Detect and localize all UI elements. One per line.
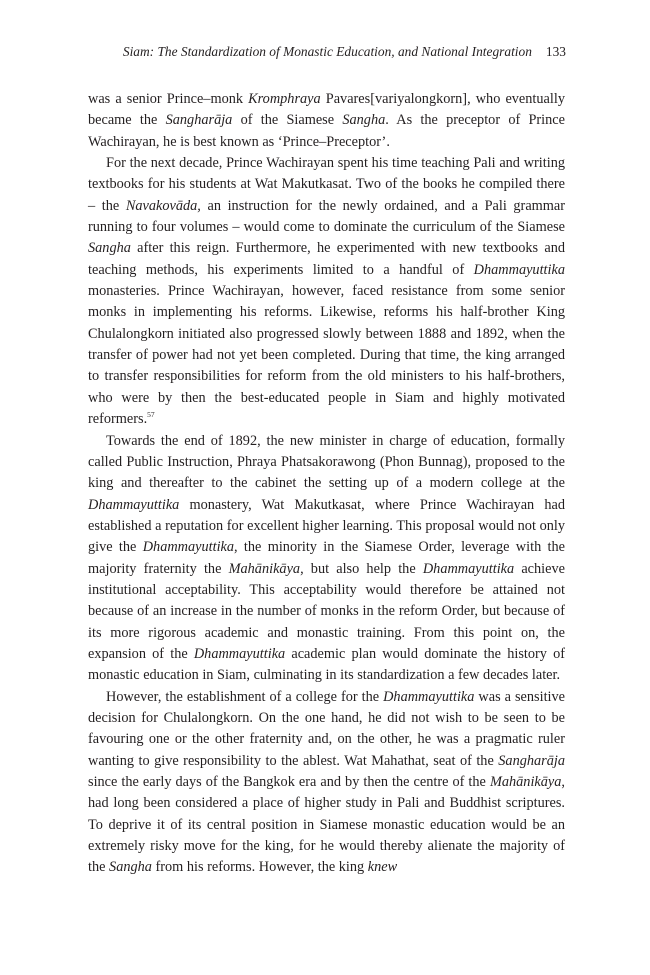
text-run: Pavares[variyalongkorn], who eventually became the xyxy=(88,91,565,129)
text-run: after this reign. Furthermore, he experimented with new textbooks and teaching methods, his experiments limited to a handful of xyxy=(88,240,565,278)
text-run: since the early days of the Bangkok era and by then the centre of the xyxy=(88,774,490,790)
text-run: monastery, Wat Makutkasat, where Prince Wachirayan had established a reputation for excellent higher learning. This proposal would not only give the xyxy=(88,496,565,556)
italic-term: Sangha xyxy=(88,240,131,257)
italic-term: Mahānikāya xyxy=(228,560,301,577)
text-run: However, the establishment of a college for the xyxy=(106,688,384,705)
text-run: of the Siamese xyxy=(232,112,343,129)
paragraph-2 xyxy=(88,153,565,430)
footnote-marker: 57 xyxy=(147,410,155,420)
paragraph-1 xyxy=(88,89,565,153)
text-run: . As the preceptor of Prince Wachirayan, he is best known as ‘Prince–Preceptor’. xyxy=(88,112,565,150)
text-run: monasteries. Prince Wachirayan, however, faced resistance from some senior monks in implementing his reforms. Likewise, reforms his half-brother King Chulalongkorn initiated also progressed slowly between 1888 and 1892, when the transfer of power had not yet been completed. During that time, the king arranged to transfer responsibilities for reform from the old ministers to his half-brothers, who were by then the best-educated people in Siam and highly motivated reformers. xyxy=(88,283,565,428)
italic-term: Navakovāda, xyxy=(125,197,201,214)
body-text xyxy=(88,89,565,879)
running-title: Siam: The Standardization of Monastic Education, and National Integration xyxy=(122,44,532,59)
page-number: 133 xyxy=(545,44,566,59)
text-run: was a sensitive decision for Chulalongkorn. On the one hand, he did not wish to be seen to be favouring one or the other fraternity and, on the other, he was a pragmatic ruler wanting to give responsibility to the ablest. Wat Mahathat, seat of the xyxy=(88,688,566,769)
italic-term: Sangharāja xyxy=(165,112,233,129)
italic-term: Sangha xyxy=(109,859,152,876)
text-run: Towards the end of 1892, the new minister in charge of education, formally called Public Instruction, Phraya Phatsakorawong (Phon Bunnag), proposed to the king and thereafter to the cabinet the setting up of a modern college at the xyxy=(88,432,565,492)
text-run: an instruction for the newly ordained, and a Pali grammar running to four volumes – would come to dominate the curriculum of the Siamese xyxy=(88,197,566,236)
italic-term: Dhammayuttika xyxy=(193,645,286,662)
italic-term: Mahānikāya xyxy=(489,774,562,790)
italic-term: Sangharāja xyxy=(498,752,565,769)
text-run: was a senior Prince–monk xyxy=(88,91,249,107)
running-header xyxy=(88,44,566,60)
italic-term: Kromphraya xyxy=(248,91,321,107)
text-run: achieve institutional acceptability. This acceptability would therefore be attained not because of an increase in the number of monks in the reform Order, but because of its more rigorous academic and monastic training. From this point on, the expansion of the xyxy=(88,560,565,662)
italic-term: knew xyxy=(367,859,398,876)
paragraph-4 xyxy=(88,687,565,879)
italic-term: Dhammayuttika xyxy=(422,560,515,577)
italic-term: Dhammayuttika xyxy=(383,688,475,705)
text-run: , had long been considered a place of higher study in Pali and Buddhist scriptures. To deprive it of its central position in Siamese monastic education would be an extremely risky move for the king, for he would thereby alienate the majority of the xyxy=(88,774,565,876)
text-run: , but also help the xyxy=(300,560,423,577)
italic-term: Dhammayuttika xyxy=(88,496,180,513)
italic-term: Dhammayuttika xyxy=(473,261,565,278)
italic-term: Sangha xyxy=(342,112,386,129)
text-run: , the minority in the Siamese Order, leverage with the majority fraternity the xyxy=(88,539,566,577)
italic-term: Dhammayuttika xyxy=(142,539,235,556)
text-run: from his reforms. However, the king xyxy=(151,859,368,876)
paragraph-3 xyxy=(88,431,565,687)
text-run: academic plan would dominate the history of monastic education in Siam, culminating in its standardization a few decades later. xyxy=(88,645,565,684)
text-run: For the next decade, Prince Wachirayan spent his time teaching Pali and writing textbooks for his students at Wat Makutkasat. Two of the books he compiled there – the xyxy=(88,155,565,214)
